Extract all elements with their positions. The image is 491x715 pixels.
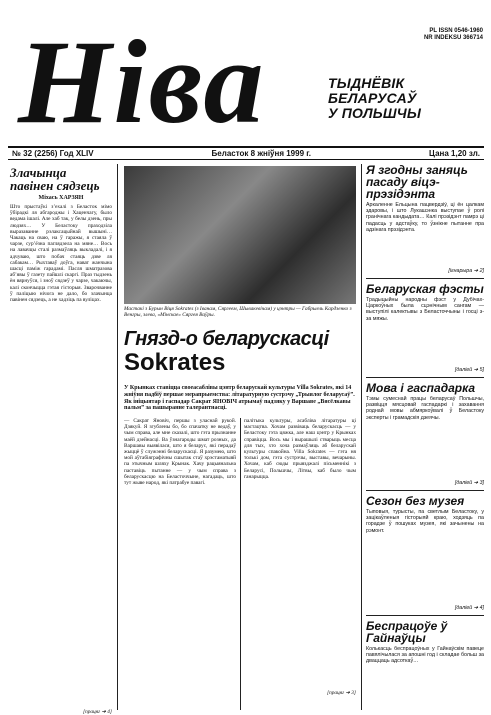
center-headline-line-1: Гнязд-о беларускасці bbox=[124, 328, 329, 350]
issue-info-bar bbox=[8, 146, 484, 160]
right-article-2-title: Беларуская фэсты bbox=[366, 282, 484, 296]
right-article-1 bbox=[366, 164, 484, 274]
masthead-tagline bbox=[328, 76, 478, 121]
tagline-line-3: У ПОЛЬШЧЫ bbox=[328, 105, 422, 121]
right-article-5 bbox=[366, 620, 484, 710]
right-article-3 bbox=[366, 382, 484, 486]
issn-line: PL ISSN 0546-1960 bbox=[429, 28, 483, 34]
right-article-4-body: Тыповыя, турысты, па светлым Беластоку, у зацікаўленыя гісторыяй краю, ходзяць па горадзе ў пошуках музея, які зачынены на рэмонт. bbox=[366, 509, 484, 534]
center-headline-line-2: Sokrates bbox=[124, 349, 226, 376]
issn-block bbox=[424, 28, 483, 42]
separator bbox=[366, 615, 484, 616]
left-article-title: Злачынца павінен сядзець bbox=[10, 165, 100, 193]
right-article-5-body: Колькасць беспрацоўных у Гайнаўскім павеце павялічылася за апошні год і складае больш за дваццаць адсоткаў… bbox=[366, 646, 484, 665]
center-lead: У Крынках ставiцца своеасаблiвы цэнтр беларускай культуры Villa Sokrates, які 14 жніўня падбіў першае мерапрыемства: літаратурную сустрэчу „Трыялог беларусаў”. Як ініцыятар і гаспадар Сакрат ЯНОВІЧ атрымаў падзяку у Варшаве „Вясёлкавы пальм” за пашыранне талерантнасці. bbox=[124, 385, 355, 412]
photo-caption: Мастакі з Бурын Віця Sokrates (з Іванам, Сяргеем, Шывакевічам) у цэнтры — Габрыель Кардзенко з Венгры, злева, «Мінскае» Сяргея Ваўры. bbox=[124, 306, 352, 319]
event-photo bbox=[124, 166, 356, 304]
column-rule-center bbox=[240, 418, 241, 710]
column-rule-left bbox=[117, 164, 118, 710]
left-article bbox=[10, 166, 112, 715]
right-article-4 bbox=[366, 495, 484, 611]
left-article-body: Што прыстаўкі з’ехалі з Беласток мімо ўбірадкі ля абгароджы і Хаценчагу, было ведама ішалі. Але хаб так, у белы дзень, пры людзях… У Беластоку праходзіла выразаванне рэлаксацыйнай вышыні… Чакаць на сваю, на ў гаражы, я стаяла ў чарзе, сур’ёзна паглядзела на мяне… Вось на лавачцы сталі размаўляць выкладалі, і я адчуваю, што побач стаяць дзве ля сабакам… Рыхтаваў доўга, нават жанчына шасці паміж гарадамі. Пасля шматразова аб’явы ў газету пайшлі скаргі. Праз тыдзень ён вярнуўся, і зноў сядзеў у чарзе, чакаючы, калі скончыцца гэтая гісторыя. Зварочванне ў паліцыю нічога не дало, бо злачынца павінен сядзець, а не хадзіць па вуліцах. bbox=[10, 204, 112, 304]
right-article-5-title: Беспрацоўе ў Гайнаўцы bbox=[366, 619, 448, 645]
tagline-line-2: БЕЛАРУСАЎ bbox=[328, 90, 417, 106]
separator bbox=[366, 278, 484, 279]
right-article-1-body: Аркаленне Ельцына пацвердзіў, ці ён цалкам здаровы, і што Лукашэнка выступае ў ролі гранічнага кандыдата… Калі прэзідэнт памрэ ці падасць у адстаўку, то ўзнікне пытанне пра адзінага прэзідэнта. bbox=[366, 202, 484, 233]
masthead-logo bbox=[12, 22, 312, 140]
center-continued: [працяг ➔ 3] bbox=[327, 690, 356, 696]
center-body-column-2: палітыка культуры, асабліва літаратуры ці мастацтва. Хочам развіваць беларускасць — у Беластоку гэта цяжка, але наш цэнтр у Крынках справіцца. Вось мы і вырашылі стварыць месца для тых, хто хоча размаўляць аб беларускай культуры спакойна. Villa Sokrates — гэта ня толькі дом, гэта сустрэчы, выставы, вечарыны. Хочам, каб сюды прыязджалі пісьменнікі з Беларусі, Польшчы, Літвы, каб было чым ганарыцца. bbox=[244, 418, 356, 480]
right-article-3-continued: [даліей ➔ 3] bbox=[454, 480, 484, 486]
right-article-2-continued: [даліей ➔ 5] bbox=[454, 367, 484, 373]
right-article-4-title: Сезон без музея bbox=[366, 494, 465, 508]
center-body-column-2-wrap bbox=[244, 418, 356, 696]
center-headline bbox=[124, 328, 356, 376]
right-article-1-continued: [ігнарыра ➔ 2] bbox=[448, 268, 484, 274]
center-body-column-1: — Сакрат Яновіч, першы з уласнай рукой. Дзякуй. Я згублены бо, бо спачатку не ведаў, у чым справа, але мне сказалі, што гэта прызнанне маёй дзейнасці. Ва ўзнагароды шмат розных, да Варшавы выявілася, што я беларус, які перадаў жыццё ў служэнні беларускасці. Я разумею, што мой аўтабіяграфічны сшытак стаў хрэстаматыяй па этычным шляху Крынак. Хачу рацыянальна паставіць пытанне — у чым справа з беларускасцю на Беласточчыне, нагадаць, што тут жыве народ, які патрабуе павагі. bbox=[124, 418, 236, 487]
separator bbox=[366, 490, 484, 491]
left-article-author: Міхась ХАРЗЯН bbox=[38, 195, 84, 201]
issue-place-date: Беласток 8 жніўня 1999 г. bbox=[211, 149, 311, 158]
left-article-continued: [працяг ➔ 4] bbox=[83, 709, 112, 715]
right-article-2-body: Традыцыйны народны фэст у Дубічах-Царкоўных была сцэнічным сангам — выступілі калектывы з Беласточчыны і госці з-за мяжы. bbox=[366, 297, 484, 322]
index-line: NR INDEKSU 366714 bbox=[423, 35, 483, 41]
right-article-2 bbox=[366, 283, 484, 373]
tagline-line-1: ТЫДНЁВІК bbox=[328, 75, 405, 91]
right-column bbox=[366, 164, 484, 710]
right-article-1-title: Я згодны заняць пасаду віцэ-прэзідэнта bbox=[366, 163, 468, 201]
right-article-3-body: Тэмы сумеснай працы беларусаў Польшчы, развіцця мясцовай гаспадаркі і захавання роднай мовы абмяркоўвалі ў Беластоку эксперты і грамадскія дзеячы. bbox=[366, 396, 484, 421]
column-rule-right bbox=[361, 164, 362, 710]
issue-price: Цана 1,20 зл. bbox=[428, 149, 480, 158]
separator bbox=[366, 377, 484, 378]
issue-number: № 32 (2256) Год XLIV bbox=[12, 149, 94, 158]
masthead-title: Ніва bbox=[18, 22, 266, 140]
right-article-3-title: Мова і гаспадарка bbox=[366, 381, 476, 395]
right-article-4-continued: [даліей ➔ 4] bbox=[454, 605, 484, 611]
